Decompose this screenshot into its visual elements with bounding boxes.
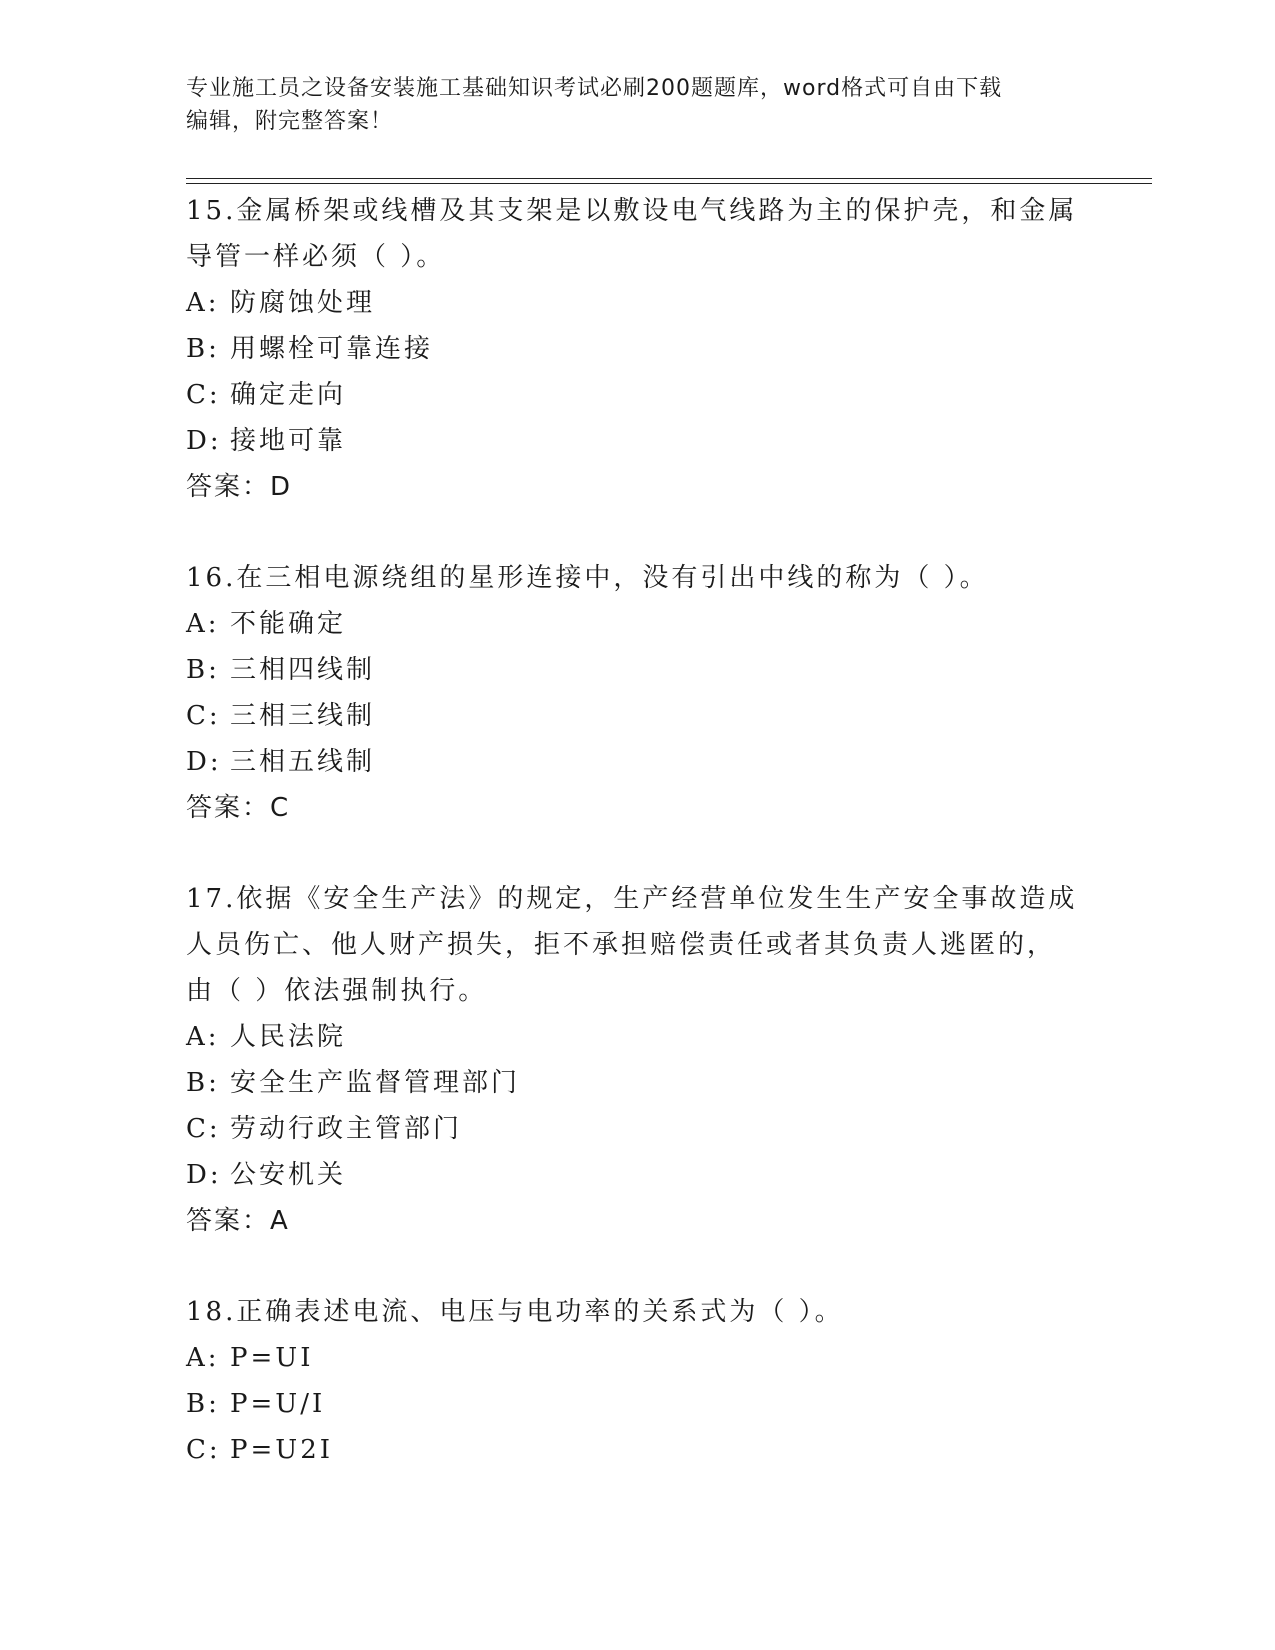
question-16 — [186, 555, 1106, 831]
option-b — [186, 1381, 1106, 1427]
option-letter: C: — [186, 1114, 221, 1144]
option-a — [186, 1335, 1106, 1381]
option-c — [186, 1427, 1106, 1473]
stem-line: 15.金属桥架或线槽及其支架是以敷设电气线路为主的保护壳，和金属 — [186, 196, 1078, 226]
option-text: 确定走向 — [230, 380, 347, 410]
question-18 — [186, 1289, 1106, 1473]
option-b — [186, 326, 1106, 372]
option-letter: C: — [186, 380, 221, 410]
option-letter: C: — [186, 701, 221, 731]
option-letter: B: — [186, 655, 220, 685]
option-a — [186, 601, 1106, 647]
option-text: 公安机关 — [230, 1160, 347, 1190]
stem-line: 由（ ）依法强制执行。 — [186, 976, 488, 1006]
option-d — [186, 1152, 1106, 1198]
option-b — [186, 647, 1106, 693]
question-17 — [186, 876, 1106, 1244]
question-stem — [186, 555, 1106, 601]
option-letter: A: — [186, 1343, 220, 1373]
option-d — [186, 739, 1106, 785]
option-text: 三相三线制 — [230, 701, 376, 731]
stem-line: 16.在三相电源绕组的星形连接中，没有引出中线的称为（ ）。 — [186, 563, 989, 593]
header-divider-top — [186, 178, 1152, 179]
option-letter: D: — [186, 426, 222, 456]
question-stem — [186, 1289, 1106, 1335]
document-header — [186, 72, 1086, 138]
option-text: 不能确定 — [230, 609, 347, 639]
option-text: P=U2I — [230, 1435, 334, 1465]
option-text: 用螺栓可靠连接 — [230, 334, 434, 364]
answer-line: 答案：C — [186, 793, 291, 823]
option-letter: D: — [186, 1160, 222, 1190]
option-d — [186, 418, 1106, 464]
option-letter: A: — [186, 609, 220, 639]
option-letter: B: — [186, 334, 220, 364]
option-text: 劳动行政主管部门 — [230, 1114, 463, 1144]
stem-line: 18.正确表述电流、电压与电功率的关系式为（ ）。 — [186, 1297, 844, 1327]
answer-line: 答案：A — [186, 1206, 290, 1236]
option-b — [186, 1060, 1106, 1106]
question-stem — [186, 188, 1106, 280]
stem-line: 导管一样必须（ ）。 — [186, 242, 446, 272]
option-letter: A: — [186, 288, 220, 318]
header-divider-bottom — [186, 183, 1152, 184]
stem-line: 人员伤亡、他人财产损失，拒不承担赔偿责任或者其负责人逃匿的， — [186, 930, 1057, 960]
option-text: 防腐蚀处理 — [230, 288, 376, 318]
option-text: P=U/I — [230, 1389, 326, 1419]
option-text: P=UI — [230, 1343, 314, 1373]
option-c — [186, 372, 1106, 418]
option-text: 三相四线制 — [230, 655, 376, 685]
header-line-1: 专业施工员之设备安装施工基础知识考试必刷200题题库，word格式可自由下载 — [186, 76, 1003, 101]
option-letter: C: — [186, 1435, 221, 1465]
option-text: 人民法院 — [230, 1022, 347, 1052]
option-letter: B: — [186, 1068, 220, 1098]
option-a — [186, 1014, 1106, 1060]
option-c — [186, 1106, 1106, 1152]
question-stem — [186, 876, 1106, 1014]
option-letter: B: — [186, 1389, 220, 1419]
option-c — [186, 693, 1106, 739]
option-text: 接地可靠 — [230, 426, 347, 456]
stem-line: 17.依据《安全生产法》的规定，生产经营单位发生生产安全事故造成 — [186, 884, 1078, 914]
question-15 — [186, 188, 1106, 510]
option-letter: D: — [186, 747, 222, 777]
header-line-2: 编辑，附完整答案！ — [186, 109, 394, 134]
answer-line: 答案：D — [186, 472, 293, 502]
option-a — [186, 280, 1106, 326]
option-text: 三相五线制 — [230, 747, 376, 777]
option-letter: A: — [186, 1022, 220, 1052]
option-text: 安全生产监督管理部门 — [230, 1068, 521, 1098]
question-list — [186, 188, 1106, 1473]
